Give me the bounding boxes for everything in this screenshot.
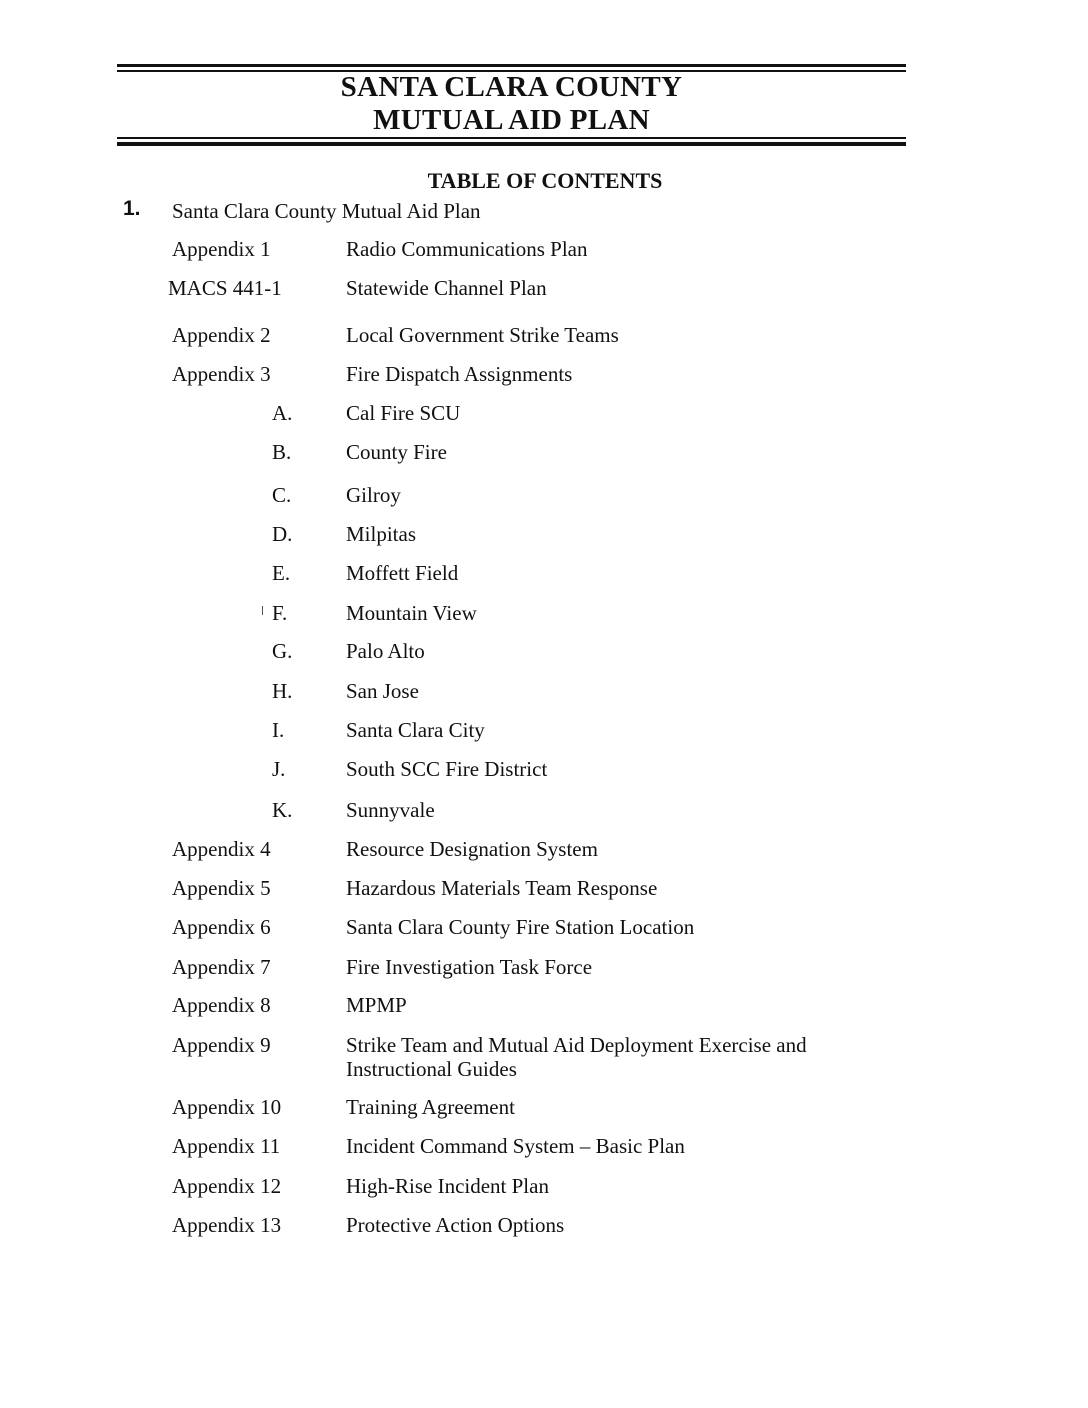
toc-entry-text: Palo Alto xyxy=(346,639,425,663)
toc-entry-text: Radio Communications Plan xyxy=(346,237,588,261)
toc-entry-label: A. xyxy=(272,401,293,425)
toc-entry-label: E. xyxy=(272,561,291,585)
toc-entry-label: Appendix 9 xyxy=(172,1033,271,1057)
toc-entry-text: Santa Clara County Fire Station Location xyxy=(346,915,695,939)
toc-entry-label: G. xyxy=(272,639,293,663)
toc-entry-text: Gilroy xyxy=(346,483,401,507)
toc-entry-label: Appendix 2 xyxy=(172,323,271,347)
toc-entry-text: Strike Team and Mutual Aid Deployment Exercise and Instructional Guides xyxy=(346,1033,807,1081)
toc-entry-text: Fire Investigation Task Force xyxy=(346,955,593,979)
toc-entry-label: I. xyxy=(272,718,285,742)
toc-entry-text: Statewide Channel Plan xyxy=(346,276,547,300)
toc-entry-label: Appendix 1 xyxy=(172,237,271,261)
toc-entry-text: Hazardous Materials Team Response xyxy=(346,876,658,900)
toc-entry-label: K. xyxy=(272,798,293,822)
toc-entry-text: South SCC Fire District xyxy=(346,757,548,781)
toc-entry-text: Protective Action Options xyxy=(346,1213,565,1237)
toc-entry-label: Appendix 11 xyxy=(172,1134,281,1158)
toc-entry-label: Appendix 13 xyxy=(172,1213,282,1237)
toc-entry-label: D. xyxy=(272,522,293,546)
toc-entry-label: H. xyxy=(272,679,293,703)
toc-entry-text: County Fire xyxy=(346,440,447,464)
toc-entry-label: C. xyxy=(272,483,292,507)
toc-heading: TABLE OF CONTENTS xyxy=(427,168,663,193)
toc-entry-text: Incident Command System – Basic Plan xyxy=(346,1134,685,1158)
toc-entry-text: Training Agreement xyxy=(346,1095,515,1119)
toc-entry-label: Appendix 10 xyxy=(172,1095,282,1119)
stray-mark xyxy=(262,606,263,615)
toc-entry-text: Moffett Field xyxy=(346,561,459,585)
toc-entry-label: Appendix 7 xyxy=(172,955,271,979)
bottom-rule xyxy=(117,142,906,146)
document-title-line1: SANTA CLARA COUNTY xyxy=(340,71,683,103)
toc-entry-text: Santa Clara City xyxy=(346,718,485,742)
toc-entry-label: Appendix 8 xyxy=(172,993,271,1017)
toc-entry-text: Sunnyvale xyxy=(346,798,435,822)
toc-entry-text: Resource Designation System xyxy=(346,837,598,861)
toc-entry-label: B. xyxy=(272,440,292,464)
toc-entry-label: F. xyxy=(272,601,288,625)
top-rule xyxy=(117,64,906,67)
toc-entry-label: Appendix 4 xyxy=(172,837,271,861)
toc-entry-text: High-Rise Incident Plan xyxy=(346,1174,549,1198)
toc-entry-label: J. xyxy=(272,757,286,781)
bottom-rule-thin xyxy=(117,137,906,139)
toc-entry-label: Appendix 12 xyxy=(172,1174,282,1198)
document-title-line2: MUTUAL AID PLAN xyxy=(373,104,650,136)
toc-entry-text: San Jose xyxy=(346,679,419,703)
toc-entry-text: Milpitas xyxy=(346,522,417,546)
toc-entry-label: Appendix 3 xyxy=(172,362,271,386)
toc-entry-label: Appendix 6 xyxy=(172,915,271,939)
toc-entry-text: MPMP xyxy=(346,993,407,1017)
toc-entry-label: Appendix 5 xyxy=(172,876,271,900)
toc-entry-text: Cal Fire SCU xyxy=(346,401,461,425)
toc-entry-text: Mountain View xyxy=(346,601,477,625)
toc-entry-text: Fire Dispatch Assignments xyxy=(346,362,573,386)
toc-entry-label: MACS 441-1 xyxy=(168,276,282,300)
toc-entry-text: Local Government Strike Teams xyxy=(346,323,619,347)
section-number: 1. xyxy=(123,197,141,220)
section-title: Santa Clara County Mutual Aid Plan xyxy=(172,199,481,223)
